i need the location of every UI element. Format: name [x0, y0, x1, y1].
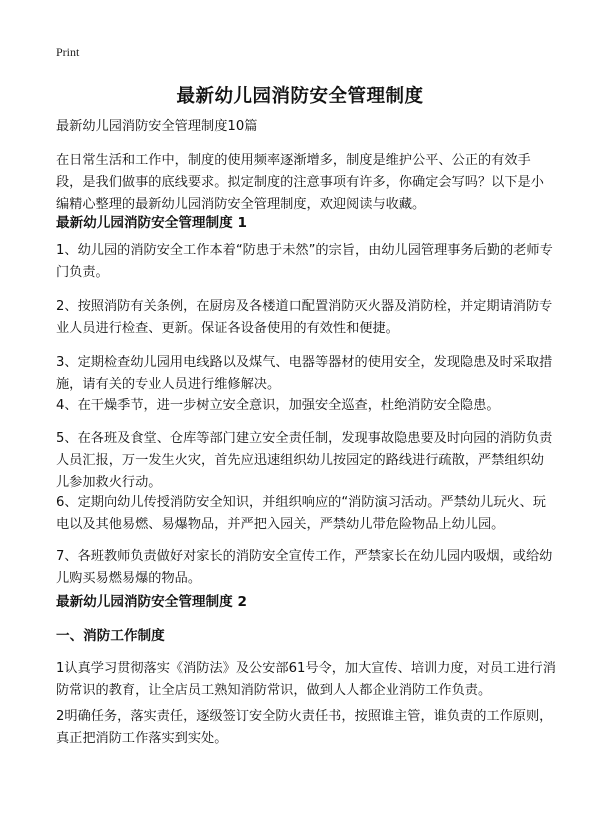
document-subtitle: 最新幼儿园消防安全管理制度10篇 — [56, 119, 258, 134]
intro-paragraph: 在日常生活和工作中，制度的使用频率逐渐增多，制度是维护公平、公正的有效手段，是我们做事的底线要求。拟定制度的注意事项有许多，你确定会写吗？以下是小编精心整理的最新幼儿园消防安全管理制度，欢迎阅读与收藏。 — [56, 153, 544, 212]
list-item: 6、定期向幼儿传授消防安全知识，并组织响应的“消防演习活动。严禁幼儿玩火、玩电以及其他易燃、易爆物品，并严把入园关，严禁幼儿带危险物品上幼儿园。 — [56, 495, 546, 532]
paragraph: 1认真学习贯彻落实《消防法》及公安部61号令，加大宣传、培训力度，对员工进行消防常识的教育，让全店员工熟知消防常识，做到人人都企业消防工作负责。 — [56, 661, 556, 698]
page-title: 最新幼儿园消防安全管理制度 — [176, 86, 424, 107]
section-heading-2: 最新幼儿园消防安全管理制度 2 — [56, 594, 247, 610]
list-item: 7、各班教师负责做好对家长的消防安全宣传工作，严禁家长在幼儿园内吸烟，或给幼儿购买易燃易爆的物品。 — [56, 549, 553, 586]
list-item: 2、按照消防有关条例，在厨房及各楼道口配置消防灭火器及消防栓，并定期请消防专业人员进行检查、更新。保证各设备使用的有效性和便捷。 — [56, 299, 553, 336]
section-heading-1: 最新幼儿园消防安全管理制度 1 — [56, 215, 247, 231]
paragraph: 2明确任务，落实责任，逐级签订安全防火责任书，按照谁主管，谁负责的工作原则，真正把消防工作落实到实处。 — [56, 709, 553, 746]
list-item: 5、在各班及食堂、仓库等部门建立安全责任制，发现事故隐患要及时向园的消防负责人员汇报，万一发生火灾，首先应迅速组织幼儿按园定的路线进行疏散，严禁组织幼儿参加救火行动。 — [56, 431, 553, 490]
sub-heading: 一、消防工作制度 — [56, 628, 165, 644]
list-item: 3、定期检查幼儿园用电线路以及煤气、电器等器材的使用安全，发现隐患及时采取措施，请有关的专业人员进行维修解决。 — [56, 355, 553, 392]
list-item: 4、在干燥季节，进一步树立安全意识，加强安全巡查，杜绝消防安全隐患。 — [56, 398, 500, 413]
print-link[interactable]: Print — [56, 45, 80, 59]
list-item: 1、幼儿园的消防安全工作本着“防患于未然”的宗旨，由幼儿园管理事务后勤的老师专门负责。 — [56, 243, 553, 280]
